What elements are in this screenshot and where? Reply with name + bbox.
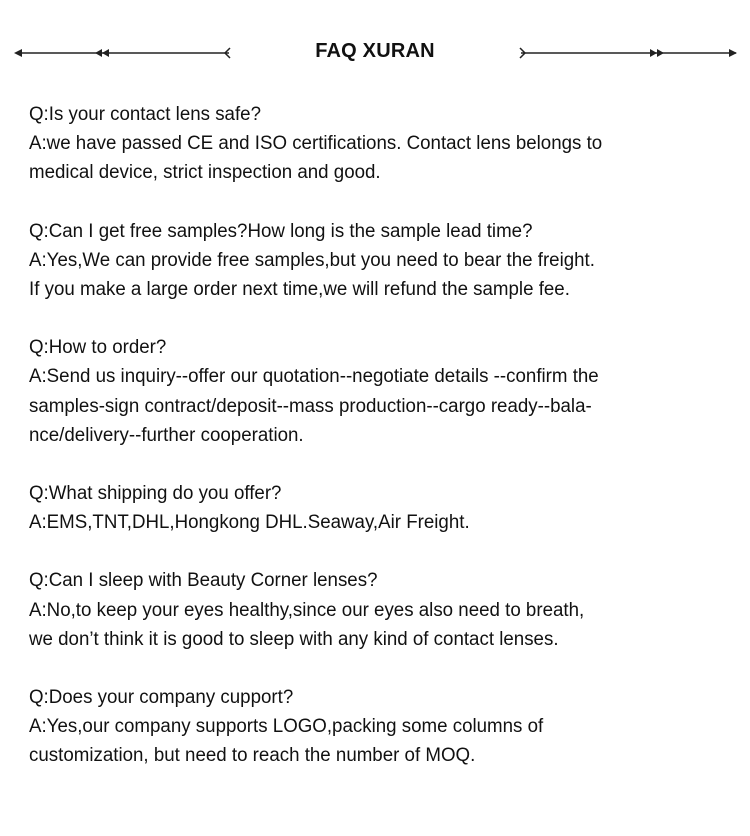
faq-answer-line: A:EMS,TNT,DHL,Hongkong DHL.Seaway,Air Freight. (29, 512, 470, 534)
faq-question: Q:Can I get free samples?How long is the sample lead time? (29, 220, 533, 242)
faq-question: Q:What shipping do you offer? (29, 483, 282, 505)
faq-answer-line: we don’t think it is good to sleep with any kind of contact lenses. (29, 628, 559, 650)
faq-list (29, 100, 729, 800)
faq-item-customization (29, 683, 729, 771)
faq-answer-line: A:Yes,our company supports LOGO,packing some columns of (29, 716, 544, 738)
faq-answer-line: A:Yes,We can provide free samples,but you need to bear the freight. (29, 249, 595, 271)
faq-question: Q:Can I sleep with Beauty Corner lenses? (29, 570, 378, 592)
faq-item-samples (29, 217, 729, 305)
faq-item-shipping (29, 479, 729, 537)
faq-answer-line: samples-sign contract/deposit--mass production--cargo ready--bala- (29, 395, 592, 417)
faq-answer-line: A:Send us inquiry--offer our quotation--negotiate details --confirm the (29, 366, 599, 388)
faq-question: Q:Is your contact lens safe? (29, 104, 261, 125)
faq-item-ordering (29, 333, 729, 450)
faq-header (0, 36, 750, 70)
faq-answer-line: A:we have passed CE and ISO certifications. Contact lens belongs to (29, 133, 603, 155)
faq-question: Q:How to order? (29, 337, 167, 359)
faq-question: Q:Does your company cupport? (29, 687, 294, 709)
faq-item-safety (29, 100, 729, 188)
faq-answer-line: A:No,to keep your eyes healthy,since our eyes also need to breath, (29, 599, 585, 621)
right-arrow-decoration-icon (510, 36, 750, 70)
faq-answer-line: medical device, strict inspection and good. (29, 162, 381, 184)
page-title: FAQ XURAN (315, 40, 435, 62)
faq-answer-line: nce/delivery--further cooperation. (29, 424, 304, 446)
faq-answer-line: If you make a large order next time,we will refund the sample fee. (29, 279, 570, 301)
faq-answer-line: customization, but need to reach the number of MOQ. (29, 745, 476, 767)
faq-item-sleeping (29, 566, 729, 654)
